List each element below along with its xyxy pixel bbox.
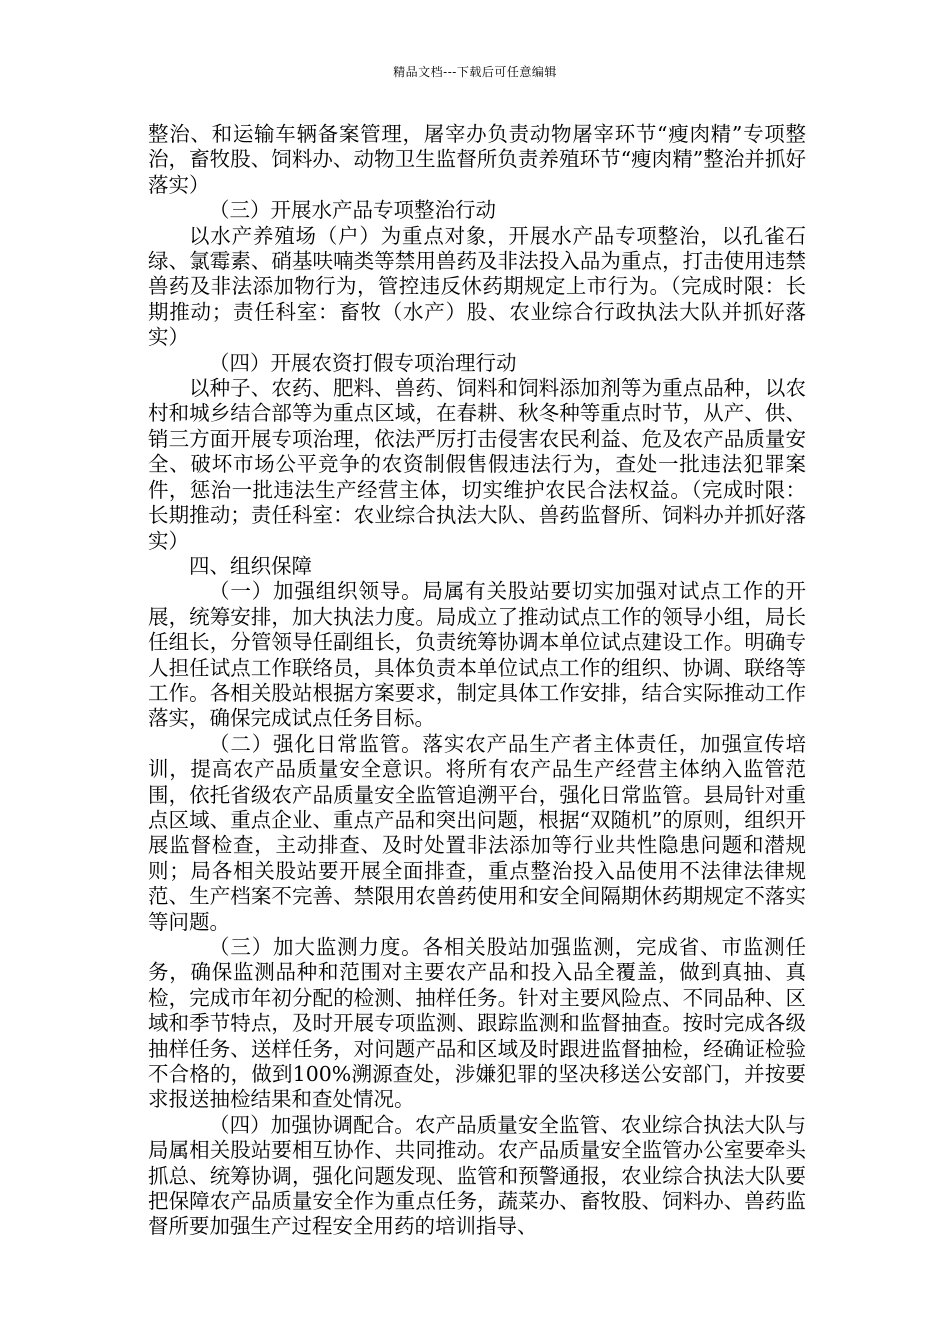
page-header: 精品文档---下载后可任意编辑: [393, 65, 557, 79]
paragraph-continuation: 整治、和运输车辆备案管理，屠宰办负责动物屠宰环节“瘦肉精”专项整治，畜牧股、饲料办、动物卫生监督所负责养殖环节“瘦肉精”整治并抓好落实）: [148, 122, 806, 197]
paragraph-coordination: （四）加强协调配合。农产品质量安全监管、农业综合执法大队与局属相关股站要相互协作、共同推动。农产品质量安全监管办公室要牵头抓总、统筹协调，强化问题发现、监管和预警通报，农业综合执法大队要把保障农产品质量安全作为重点任务，蔬菜办、畜牧股、饲料办、兽药监督所要加强生产过程安全用药的培训指导、: [148, 1112, 806, 1239]
paragraph-agri-inputs: 以种子、农药、肥料、兽药、饲料和饲料添加剂等为重点品种，以农村和城乡结合部等为重点区域，在春耕、秋冬种等重点时节，从产、供、销三方面开展专项治理，依法严厉打击侵害农民利益、危及农产品质量安全、破坏市场公平竞争的农资制假售假违法行为，查处一批违法犯罪案件，惩治一批违法生产经营主体，切实维护农民合法权益。（完成时限：长期推动；责任科室：农业综合执法大队、兽药监督所、饲料办并抓好落实）: [148, 376, 806, 553]
section-heading-aquatic: （三）开展水产品专项整治行动: [209, 198, 496, 223]
paragraph-monitoring: （三）加大监测力度。各相关股站加强监测，完成省、市监测任务，确保监测品种和范围对主要农产品和投入品全覆盖，做到真抽、真检，完成市年初分配的检测、抽样任务。针对主要风险点、不同品种、区域和季节特点，及时开展专项监测、跟踪监测和监督抽查。按时完成各级抽样任务、送样任务，对问题产品和区域及时跟进监督抽检，经确证检验不合格的，做到100%溯源查处，涉嫌犯罪的坚决移送公安部门，并按要求报送抽检结果和查处情况。: [148, 935, 806, 1112]
section-heading-agri-inputs: （四）开展农资打假专项治理行动: [209, 350, 517, 375]
section-heading-organization: 四、组织保障: [189, 553, 312, 578]
paragraph-daily-supervision: （二）强化日常监管。落实农产品生产者主体责任，加强宣传培训，提高农产品质量安全意识。将所有农产品生产经营主体纳入监管范围，依托省级农产品质量安全监管追溯平台，强化日常监管。县局针对重点区域、重点企业、重点产品和突出问题，根据“双随机”的原则，组织开展监督检查，主动排查、及时处置非法添加等行业共性隐患问题和潜规则；局各相关股站要开展全面排查，重点整治投入品使用不法律法律规范、生产档案不完善、禁限用农兽药使用和安全间隔期休药期规定不落实等问题。: [148, 731, 806, 934]
paragraph-leadership: （一）加强组织领导。局属有关股站要切实加强对试点工作的开展，统筹安排，加大执法力度。局成立了推动试点工作的领导小组，局长任组长，分管领导任副组长，负责统筹协调本单位试点建设工作。明确专人担任试点工作联络员，具体负责本单位试点工作的组织、协调、联络等工作。各相关股站根据方案要求，制定具体工作安排，结合实际推动工作落实，确保完成试点任务目标。: [148, 579, 806, 731]
paragraph-aquatic: 以水产养殖场（户）为重点对象，开展水产品专项整治，以孔雀石绿、氯霉素、硝基呋喃类等禁用兽药及非法投入品为重点，打击使用违禁兽药及非法添加物行为，管控违反休药期规定上市行为。（完成时限：长期推动；责任科室：畜牧（水产）股、农业综合行政执法大队并抓好落实）: [148, 223, 806, 350]
document-body: [148, 122, 806, 1240]
